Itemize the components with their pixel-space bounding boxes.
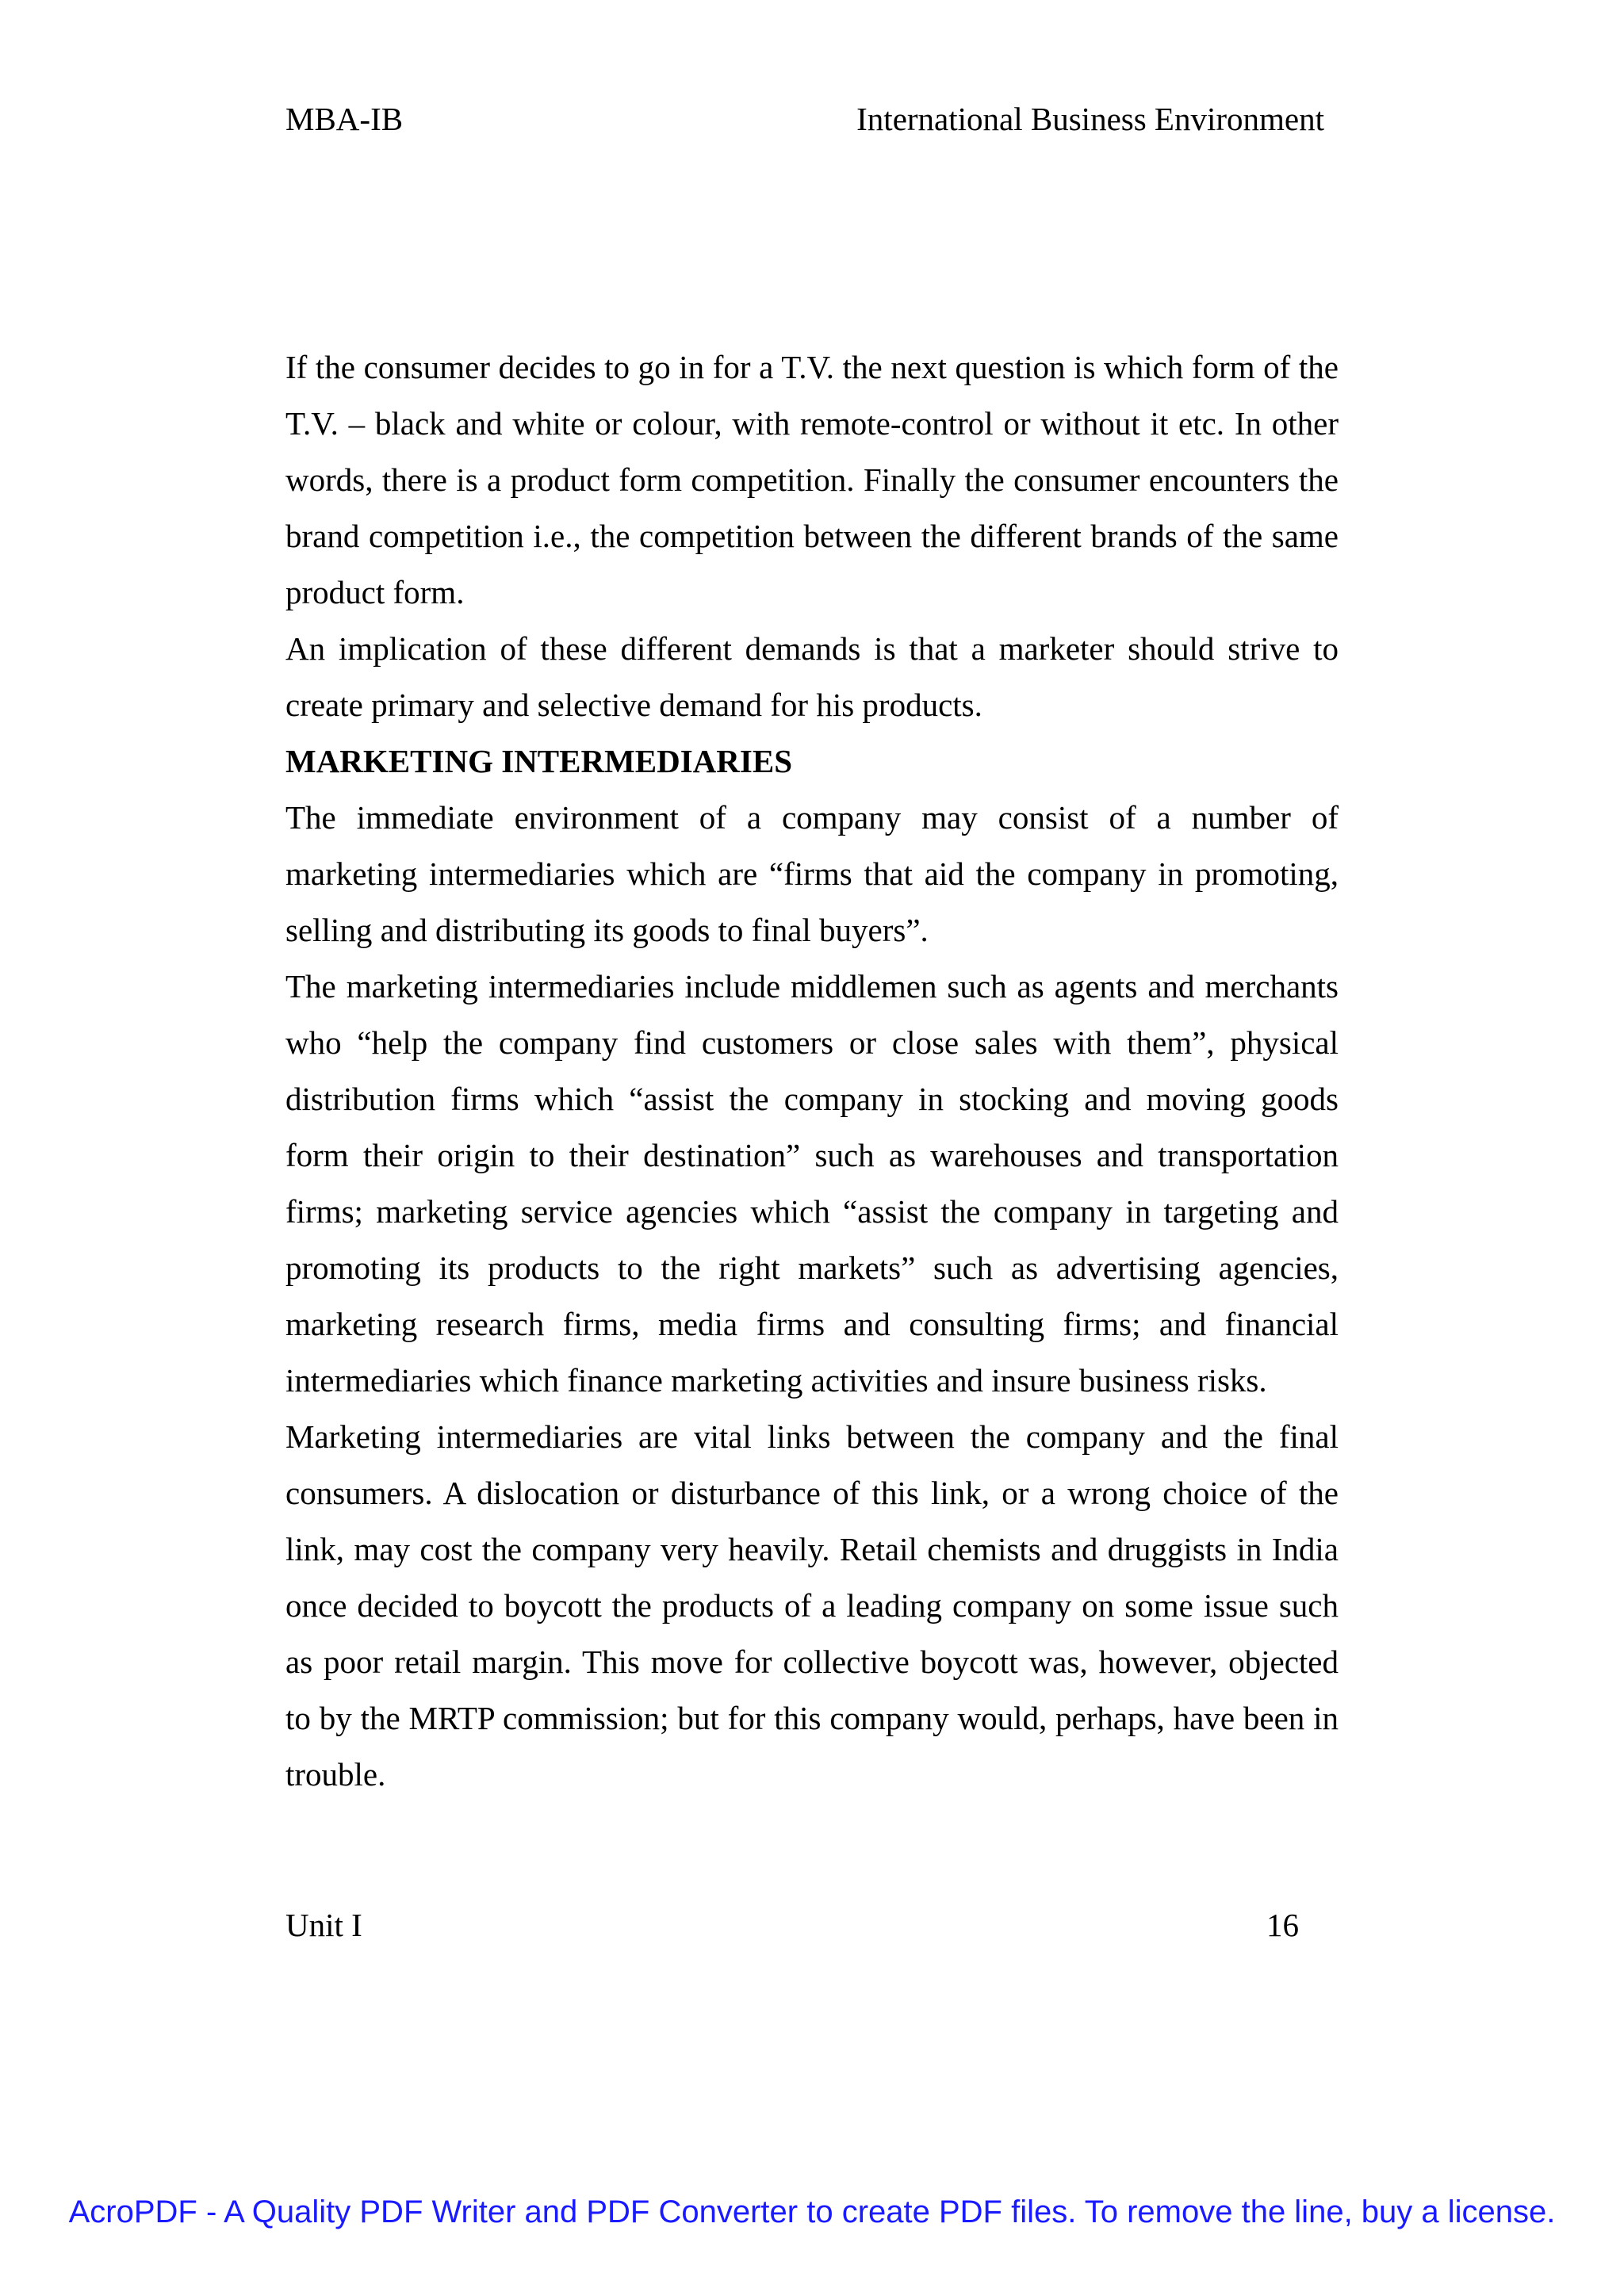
paragraph-product-form: If the consumer decides to go in for a T.V. the next question is which form of the T.V. – black and white or colour, with remote-control or without it etc. In other words, there is a product form competition. Finally the consumer encounters the brand competition i.e., the competition between the different brands of the same product form. [285, 349, 1339, 610]
course-code: MBA-IB [285, 101, 404, 137]
page-header [285, 95, 1324, 143]
page-body [285, 339, 1339, 1803]
unit-label: Unit I [285, 1907, 362, 1943]
paragraph-implication: An implication of these different demands is that a marketer should strive to create primary and selective demand for his products. [285, 630, 1339, 723]
paragraph-immediate-environment: The immediate environment of a company may consist of a number of marketing intermediaries which are “firms that aid the company in promoting, selling and distributing its goods to final buyers”. [285, 799, 1339, 948]
page-footer [285, 1901, 1299, 1949]
course-title: International Business Environment [856, 101, 1324, 137]
section-heading: MARKETING INTERMEDIARIES [285, 743, 793, 779]
paragraph-vital-links: Marketing intermediaries are vital links between the company and the final consumers. A dislocation or disturbance of this link, or a wrong choice of the link, may cost the company very heavily. Retail chemists and druggists in India once decided to boycott the products of a leading company on some issue such as poor retail margin. This move for collective boycott was, however, objected to by the MRTP commission; but for this company would, perhaps, have been in trouble. [285, 1418, 1339, 1793]
page-number: 16 [1266, 1907, 1299, 1943]
acropdf-watermark: AcroPDF - A Quality PDF Writer and PDF Converter to create PDF files. To remove the line, buy a license. [68, 2195, 1556, 2229]
paragraph-intermediaries-list: The marketing intermediaries include middlemen such as agents and merchants who “help the company find customers or close sales with them”, physical distribution firms which “assist the company in stocking and moving goods form their origin to their destination” such as warehouses and transportation firms; marketing service agencies which “assist the company in targeting and promoting its products to the right markets” such as advertising agencies, marketing research firms, media firms and consulting firms; and financial intermediaries which finance marketing activities and insure business risks. [285, 968, 1339, 1399]
